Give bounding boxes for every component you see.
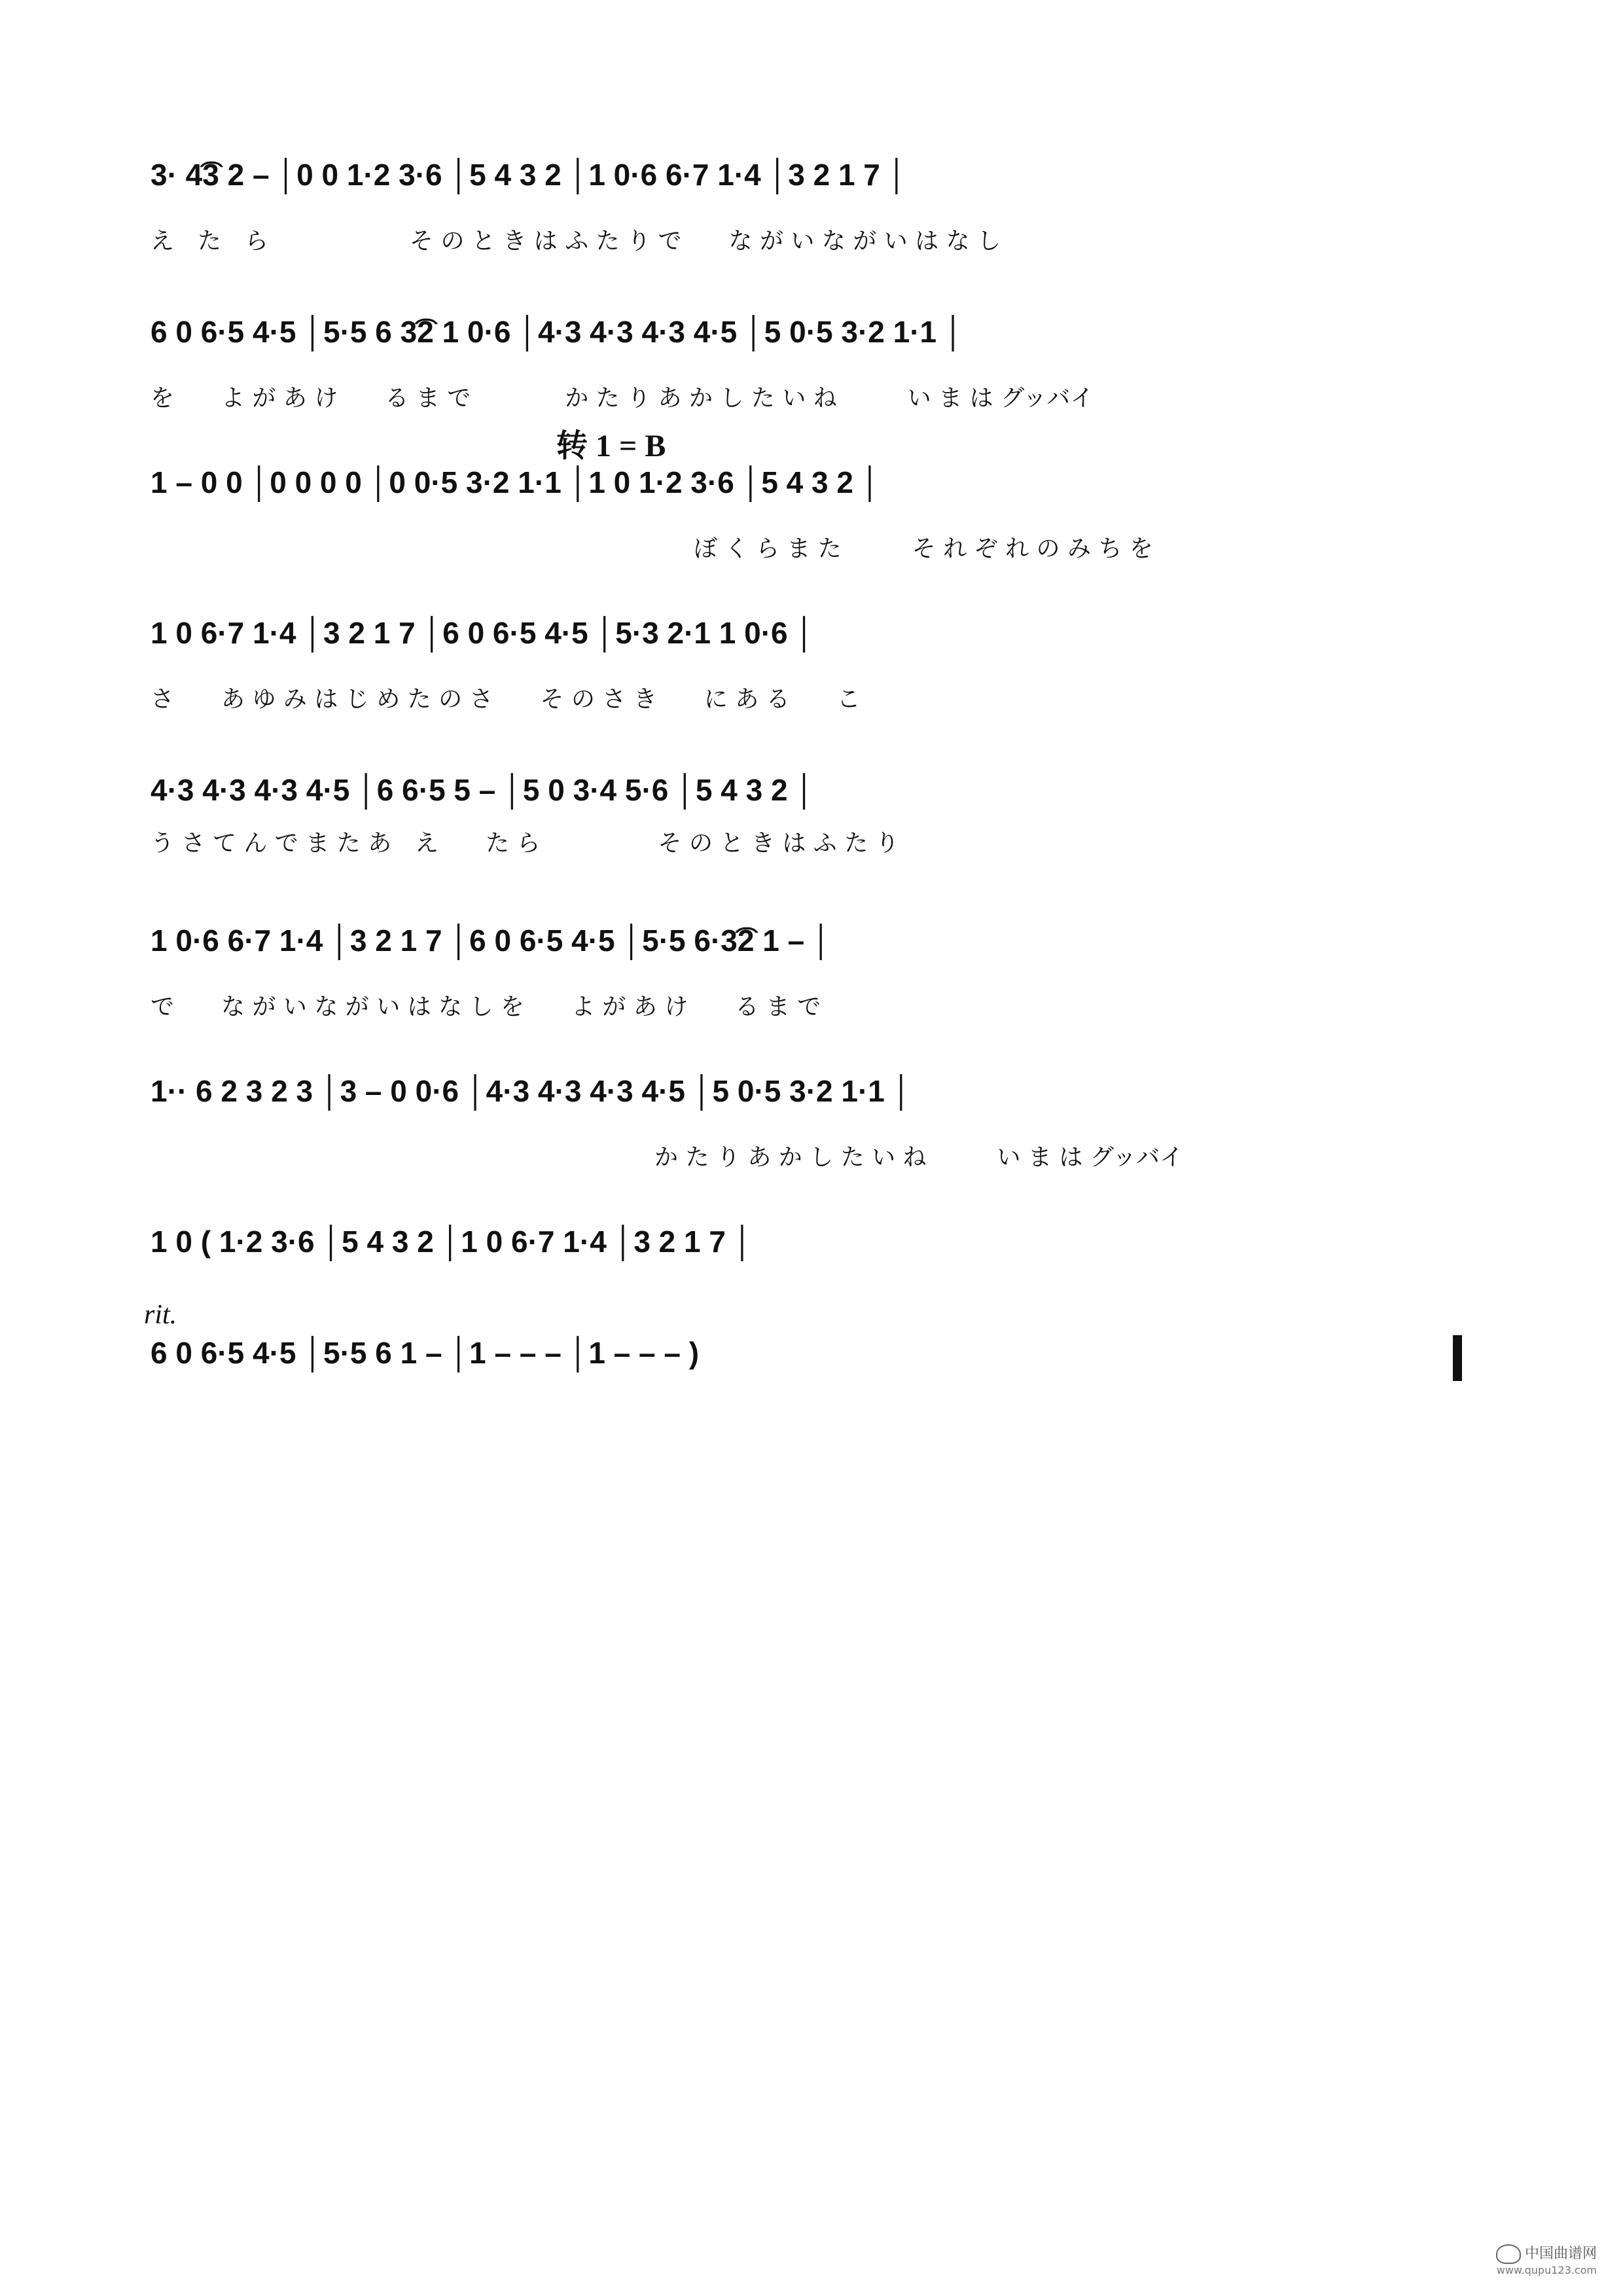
modulation-mark: 转 1 = B xyxy=(556,429,666,463)
notation-line: 1 0 6·7 1·4 │3 2 1 7 │6 0 6·5 4·5 │5·3 2·1 1 0·6 │ xyxy=(151,616,815,650)
site-logo: 中国曲谱网 www.qupu123.com xyxy=(1496,2246,1597,2276)
tempo-mark: rit. xyxy=(144,1300,177,1330)
lyrics-line: を よ が あ け る ま で か た り あ か し た い ね い ま は グッバイ xyxy=(151,385,1094,412)
lyrics-line: ぼ く ら ま た そ れ ぞ れ の み ち を xyxy=(694,535,1153,562)
notation-line: 4·3 4·3 4·3 4·5 │6 6·5 5 – │5 0 3·4 5·6 │5 4 3 2 │ xyxy=(151,773,815,807)
notation-line: 1 0 ( 1·2 3·6 │5 4 3 2 │1 0 6·7 1·4 │3 2 1 7 │ xyxy=(151,1225,753,1259)
lyrics-line: う さ て ん で ま た あ え た ら そ の と き は ふ た り xyxy=(151,830,899,857)
notation-line: 6 0 6·5 4·5 │5·5 6 3͡2 1 0·6 │4·3 4·3 4·3 4·5 │5 0·5 3·2 1·1 │ xyxy=(151,315,964,349)
notation-line: 1·· 6 2 3 2 3 │3 – 0 0·6 │4·3 4·3 4·3 4·5 │5 0·5 3·2 1·1 │ xyxy=(151,1074,912,1108)
final-barline xyxy=(1453,1335,1462,1381)
lyrics-line: え た ら そ の と き は ふ た り で な が い な が い は な し xyxy=(151,228,1001,255)
notation-line: 3· 4͡3 2 – │0 0 1·2 3·6 │5 4 3 2 │1 0·6 6·7 1·4 │3 2 1 7 │ xyxy=(151,158,908,192)
logo-url: www.qupu123.com xyxy=(1496,2264,1597,2276)
notation-line: 1 – 0 0 │0 0 0 0 │0 0·5 3·2 1·1 │1 0 1·2 3·6 │5 4 3 2 │ xyxy=(151,465,881,499)
notation-line: 6 0 6·5 4·5 │5·5 6 1 – │1 – – – │1 – – – ) xyxy=(151,1336,700,1370)
lyrics-line: か た り あ か し た い ね い ま は グッバイ xyxy=(654,1144,1184,1171)
lyrics-line: で な が い な が い は な し を よ が あ け る ま で xyxy=(151,994,821,1020)
notation-line: 1 0·6 6·7 1·4 │3 2 1 7 │6 0 6·5 4·5 │5·5 6·3͡2 1 – │ xyxy=(151,924,832,958)
lyrics-line: さ あ ゆ み は じ め た の さ そ の さ き に あ る こ xyxy=(151,686,861,713)
logo-icon xyxy=(1496,2244,1521,2264)
